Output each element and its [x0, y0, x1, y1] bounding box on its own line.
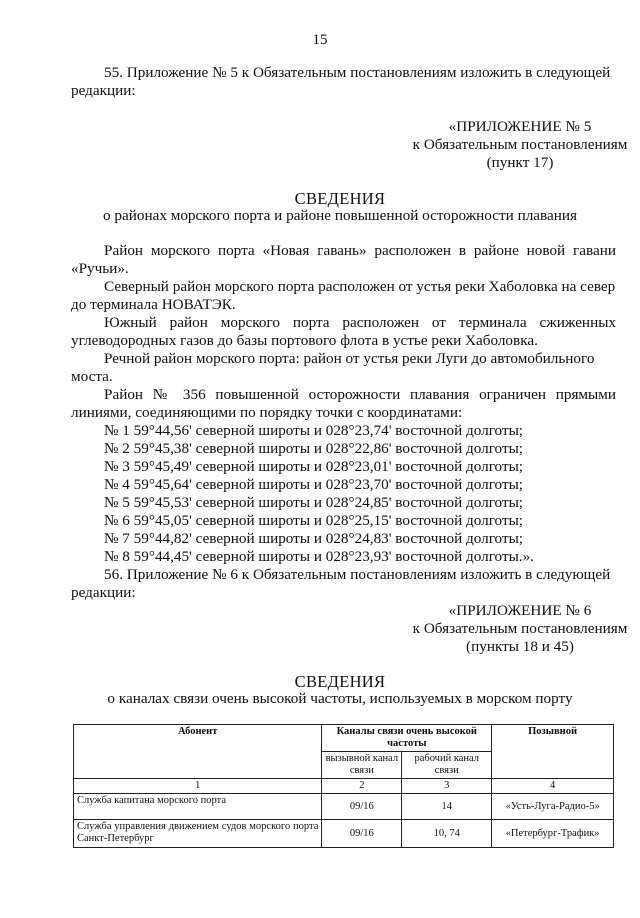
- appendix5-subtitle: к Обязательным постановлениям: [412, 136, 628, 153]
- coordinate-point: № 8 59°44,45' северной широты и 028°23,93' восточной долготы.».: [104, 548, 534, 565]
- body1-p4-line1: Речной район морского порта: район от устья реки Луги до автомобильного: [104, 350, 595, 367]
- coordinate-point: № 2 59°45,38' северной широты и 028°22,86' восточной долготы;: [104, 440, 524, 457]
- cell-working: 14: [402, 794, 492, 820]
- appendix6-title: «ПРИЛОЖЕНИЕ № 6: [448, 602, 592, 619]
- body1-p4-line2: моста.: [71, 368, 113, 385]
- cell-subscriber: Служба управления движением судов морского порта Санкт-Петербург: [74, 820, 322, 848]
- header-subscriber: Абонент: [74, 725, 322, 779]
- cell-callsign: «Петербург-Трафик»: [492, 820, 614, 848]
- body1-p1-line1: Район морского порта «Новая гавань» расположен в районе новой гавани: [104, 242, 616, 259]
- section1-subheading: о районах морского порта и районе повышенной осторожности плавания: [103, 207, 577, 224]
- body1-p1-line2: «Ручьи».: [71, 260, 129, 277]
- body1-p3-line1: Южный район морского порта расположен от терминала сжиженных: [104, 314, 616, 331]
- body1-p2-line1: Северный район морского порта расположен от устья реки Хаболовка на север: [104, 278, 616, 295]
- header-channels: Каналы связи очень высокой частоты: [322, 725, 492, 752]
- table-header-row: [74, 725, 614, 752]
- coordinate-point: № 6 59°45,05' северной широты и 028°25,15' восточной долготы;: [104, 512, 524, 529]
- coordinate-point: № 3 59°45,49' северной широты и 028°23,01' восточной долготы;: [104, 458, 524, 475]
- appendix6-subtitle: к Обязательным постановлениям: [412, 620, 628, 637]
- appendix5-title: «ПРИЛОЖЕНИЕ № 5: [448, 118, 592, 135]
- column-number: 1: [74, 779, 322, 794]
- header-callsign: Позывной: [492, 725, 614, 779]
- coordinate-point: № 1 59°44,56' северной широты и 028°23,74' восточной долготы;: [104, 422, 524, 439]
- cell-calling: 09/16: [322, 820, 402, 848]
- item56-line1: 56. Приложение № 6 к Обязательным постановлениям изложить в следующей: [104, 566, 611, 583]
- item55-line2: редакции:: [71, 82, 136, 99]
- channels-table: [73, 724, 614, 848]
- coordinate-point: № 5 59°45,53' северной широты и 028°24,85' восточной долготы;: [104, 494, 524, 511]
- section2-subheading: о каналах связи очень высокой частоты, используемых в морском порту: [107, 690, 573, 707]
- column-number-row: [74, 779, 614, 794]
- section1-heading: СВЕДЕНИЯ: [294, 189, 386, 208]
- cell-subscriber: Служба капитана морского порта: [74, 794, 322, 820]
- column-number: 3: [402, 779, 492, 794]
- column-number: 4: [492, 779, 614, 794]
- body1-p5-line1: Район № 356 повышенной осторожности плавания ограничен прямыми: [104, 386, 616, 403]
- coordinate-point: № 7 59°44,82' северной широты и 028°24,83' восточной долготы;: [104, 530, 524, 547]
- item55-line1: 55. Приложение № 5 к Обязательным постановлениям изложить в следующей: [104, 64, 611, 81]
- subheader-working: рабочий канал связи: [402, 752, 492, 779]
- item56-line2: редакции:: [71, 584, 136, 601]
- table-row: [74, 820, 614, 848]
- table-row: [74, 794, 614, 820]
- body1-p5-line2: линиями, соединяющими по порядку точки с координатами:: [71, 404, 463, 421]
- coordinate-point: № 4 59°45,64' северной широты и 028°23,70' восточной долготы;: [104, 476, 524, 493]
- cell-callsign: «Усть-Луга-Радио-5»: [492, 794, 614, 820]
- body1-p3-line2: углеводородных газов до базы портового флота в устье реки Хаболовка.: [71, 332, 538, 349]
- body1-p2-line2: до терминала НОВАТЭК.: [71, 296, 236, 313]
- appendix6-ref: (пункты 18 и 45): [466, 638, 574, 655]
- subheader-calling: вызывной канал связи: [322, 752, 402, 779]
- column-number: 2: [322, 779, 402, 794]
- section2-heading: СВЕДЕНИЯ: [294, 672, 386, 691]
- cell-working: 10, 74: [402, 820, 492, 848]
- cell-calling: 09/16: [322, 794, 402, 820]
- appendix5-ref: (пункт 17): [486, 154, 554, 171]
- page-number: 15: [312, 32, 328, 48]
